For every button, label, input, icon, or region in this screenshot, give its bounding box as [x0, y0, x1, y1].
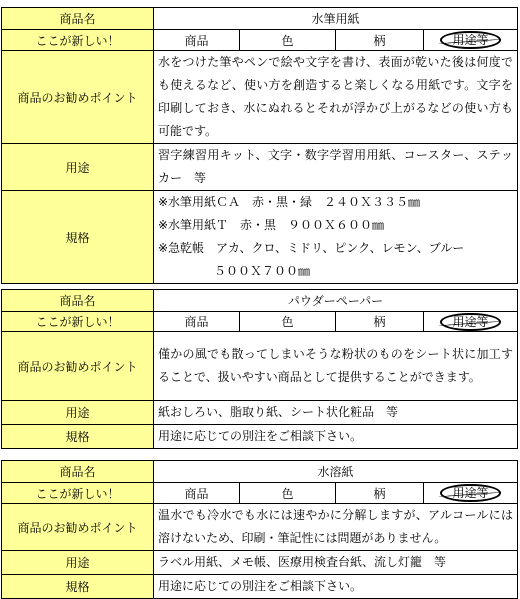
column-color: 色: [240, 30, 336, 51]
column-product: 商品: [154, 30, 240, 51]
product-point: 温水でも冷水でも水には速やかに分解しますが、アルコールには溶けないため、印刷・筆記性には問題がありません。: [154, 504, 518, 551]
circled-use-mark: 用途等: [440, 313, 500, 331]
spec-label: 規格: [2, 191, 154, 284]
spec-line: ※水筆用紙Ｔ 赤・黒 ９００Ｘ６００㎜: [158, 218, 385, 232]
use-label: 用途: [2, 551, 154, 575]
product-table-2: [1, 289, 518, 449]
product-use: ラベル用紙、メモ帳、医療用検査台紙、流し灯籠 等: [154, 551, 518, 575]
column-use-circled: [424, 30, 518, 51]
new-label: ここが新しい！: [2, 483, 154, 504]
product-name: パウダーペーパー: [154, 290, 518, 312]
point-label: 商品のお勧めポイント: [2, 51, 154, 144]
product-use: 習字練習用キット、文字・数字学習用用紙、コースター、ステッカー 等: [154, 144, 518, 191]
column-pattern: 柄: [336, 312, 424, 332]
column-color: 色: [240, 312, 336, 332]
spec-label: 規格: [2, 425, 154, 449]
product-table-3: [1, 460, 518, 599]
spec-line: ※水筆用紙ＣＡ 赤・黒・緑 ２４０Ｘ３３５㎜: [158, 195, 421, 209]
product-name: 水溶紙: [154, 461, 518, 483]
column-use-circled: [424, 312, 518, 332]
use-label: 用途: [2, 401, 154, 425]
product-spec: 用途に応じての別注をご相談下さい。: [154, 575, 518, 599]
column-use-circled: [424, 483, 518, 504]
spec-line: ※急乾帳 アカ、クロ、ミドリ、ピンク、レモン、ブルー: [158, 241, 465, 255]
point-label: 商品のお勧めポイント: [2, 504, 154, 551]
column-product: 商品: [154, 312, 240, 332]
point-label: 商品のお勧めポイント: [2, 332, 154, 401]
spec-label: 規格: [2, 575, 154, 599]
product-point: 水をつけた筆やペンで絵や文字を書け、表面が乾いた後は何度でも使えるなど、使い方を創造すると楽しくなる用紙です。文字を印刷しておき、水にぬれるとそれが浮かび上がるなどの使い方も可能です。: [154, 51, 518, 144]
circled-use-mark: 用途等: [440, 484, 500, 502]
use-label: 用途: [2, 144, 154, 191]
column-product: 商品: [154, 483, 240, 504]
new-label: ここが新しい！: [2, 30, 154, 51]
product-point: 僅かの風でも散ってしまいそうな粉状のものをシート状に加工することで、扱いやすい商品として提供することができます。: [154, 332, 518, 401]
column-color: 色: [240, 483, 336, 504]
name-label: 商品名: [2, 290, 154, 312]
circled-use-mark: 用途等: [440, 31, 500, 49]
column-pattern: 柄: [336, 30, 424, 51]
product-table-1: [1, 7, 518, 284]
product-name: 水筆用紙: [154, 8, 518, 30]
name-label: 商品名: [2, 461, 154, 483]
product-spec: 用途に応じての別注をご相談下さい。: [154, 425, 518, 449]
spec-line: ５００Ｘ７００㎜: [214, 264, 311, 278]
product-use: 紙おしろい、脂取り紙、シート状化粧品 等: [154, 401, 518, 425]
name-label: 商品名: [2, 8, 154, 30]
column-pattern: 柄: [336, 483, 424, 504]
product-spec: [154, 191, 518, 284]
new-label: ここが新しい！: [2, 312, 154, 332]
